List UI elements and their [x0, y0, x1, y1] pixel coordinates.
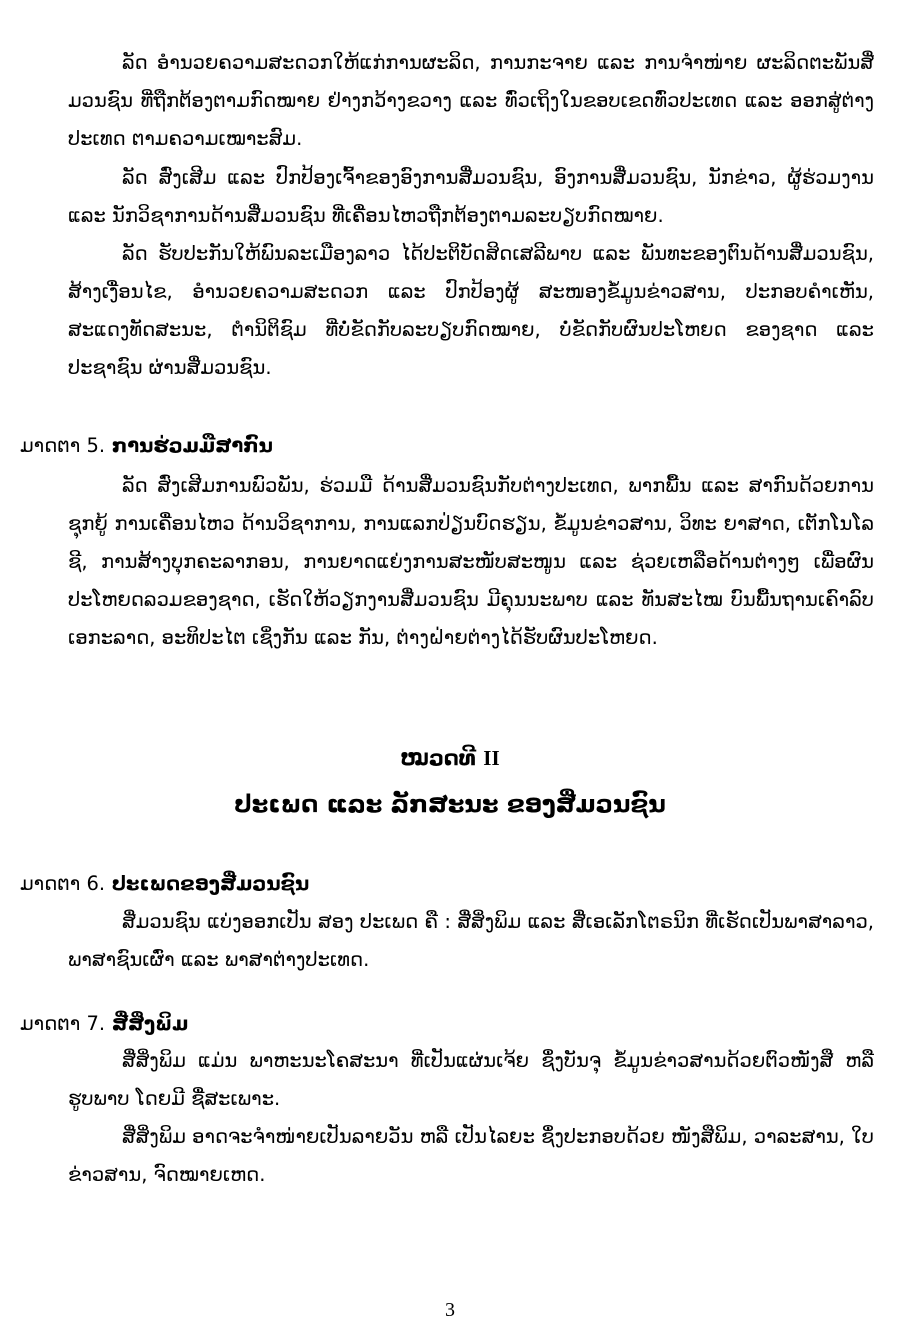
- chapter-word: ໝວດທີ: [400, 746, 476, 770]
- article-7-heading: [20, 1009, 188, 1039]
- intro-paragraph-1: ລັດ ອຳນວຍຄວາມສະດວກໃຫ້ແກ່ການຜະລິດ, ການກະຈາຍ ແລະ ການຈຳໜ່າຍ ຜະລິດຕະພັນສື່ມວນຊົນ ທີ່ຖືກຕ້ອງຕາມກົດໝາຍ ຢ່າງກວ້າງຂວາງ ແລະ ທົ່ວເຖິງໃນຂອບເຂດທົ່ວປະເທດ ແລະ ອອກສູ່ຕ່າງປະເທດ ຕາມຄວາມເໝາະສົມ.: [68, 51, 874, 150]
- article-5-title: ການຮ່ວມມືສາກົນ: [111, 434, 273, 457]
- page-number: 3: [445, 1299, 455, 1321]
- chapter-title: ປະເພດ ແລະ ລັກສະນະ ຂອງສື່ມວນຊົນ: [234, 790, 666, 818]
- article-5-number: ມາດຕາ 5.: [20, 434, 106, 457]
- article-6-heading: [20, 869, 309, 899]
- article-5-paragraph-1: ລັດ ສົ່ງເສີມການພົວພັນ, ຮ່ວມມື ດ້ານສື່ມວນຊົນກັບຕ່າງປະເທດ, ພາກພື້ນ ແລະ ສາກົນດ້ວຍການຊຸກຍູ້ ການເຄື່ອນໄຫວ ດ້ານວິຊາການ, ການແລກປ່ຽນບົດຮຽນ, ຂໍ້ມູນຂ່າວສານ, ວິທະ ຍາສາດ, ເຕັກໂນໂລຊີ, ການສ້າງບຸກຄະລາກອນ, ການຍາດແຍ່ງການສະໜັບສະໜູນ ແລະ ຊ່ວຍເຫລືອດ້ານຕ່າງໆ ເພື່ອຜົນປະໂຫຍດລວມຂອງຊາດ, ເຮັດໃຫ້ວຽກງານສື່ມວນຊົນ ມີຄຸນນະພາບ ແລະ ທັນສະໄໝ ບົນພື້ນຖານເຄົາລົບເອກະລາດ, ອະທິປະໄຕ ເຊິ່ງກັນ ແລະ ກັນ, ຕ່າງຝ່າຍຕ່າງໄດ້ຮັບຜົນປະໂຫຍດ.: [68, 474, 874, 649]
- chapter-number: II: [483, 746, 500, 770]
- intro-paragraph-3: ລັດ ຮັບປະກັນໃຫ້ພົນລະເມືອງລາວ ໄດ້ປະຕິບັດສິດເສລີພາບ ແລະ ພັນທະຂອງຕົນດ້ານສື່ມວນຊົນ, ສ້າງເງື່ອນໄຂ, ອຳນວຍຄວາມສະດວກ ແລະ ປົກປ້ອງຜູ້ ສະໜອງຂໍ້ມູນຂ່າວສານ, ປະກອບຄຳເຫັນ, ສະແດງທັດສະນະ, ຕຳນິຕິຊົມ ທີ່ບໍ່ຂັດກັບລະບຽບກົດໝາຍ, ບໍ່ຂັດກັບຜົນປະໂຫຍດ ຂອງຊາດ ແລະ ປະຊາຊົນ ຜ່ານສື່ມວນຊົນ.: [68, 242, 874, 379]
- article-7-number: ມາດຕາ 7.: [20, 1012, 106, 1035]
- article-6-number: ມາດຕາ 6.: [20, 872, 106, 895]
- article-6-title: ປະເພດຂອງສື່ມວນຊົນ: [111, 872, 310, 895]
- intro-paragraph-2: ລັດ ສົ່ງເສີມ ແລະ ປົກປ້ອງເຈົ້າຂອງອົງການສື່ມວນຊົນ, ອົງການສື່ມວນຊົນ, ນັກຂ່າວ, ຜູ້ຮ່ວມງານ ແລະ ນັກວິຊາການດ້ານສື່ມວນຊົນ ທີ່ເຄື່ອນໄຫວຖືກຕ້ອງຕາມລະບຽບກົດໝາຍ.: [68, 166, 874, 227]
- article-7-title: ສື່ສິ່ງພິມ: [111, 1012, 189, 1035]
- article-7-paragraph-2: ສື່ສິ່ງພິມ ອາດຈະຈຳໜ່າຍເປັນລາຍວັນ ຫລື ເປັນໄລຍະ ຊຶ່ງປະກອບດ້ວຍ ໜັງສືພິມ, ວາລະສານ, ໃບຂ່າວສານ, ຈົດໝາຍເຫດ.: [68, 1125, 874, 1186]
- article-6-paragraph-1: ສື່ມວນຊົນ ແບ່ງອອກເປັນ ສອງ ປະເພດ ຄື : ສື່ສິ່ງພິມ ແລະ ສື່ເອເລັກໂຕຣນິກ ທີ່ເຮັດເປັນພາສາລາວ, ພາສາຊົນເຜົ່າ ແລະ ພາສາຕ່າງປະເທດ.: [68, 910, 874, 971]
- article-5-heading: [20, 431, 273, 461]
- article-7-paragraph-1: ສື່ສິ່ງພິມ ແມ່ນ ພາຫະນະໂຄສະນາ ທີ່ເປັນແຜ່ນເຈ້ຍ ຊຶ່ງບັນຈຸ ຂໍ້ມູນຂ່າວສານດ້ວຍຕົວໜັງສື ຫລື ຮູບພາບ ໂດຍມີ ຊື່ສະເພາະ.: [68, 1049, 874, 1110]
- chapter-label: [0, 742, 900, 774]
